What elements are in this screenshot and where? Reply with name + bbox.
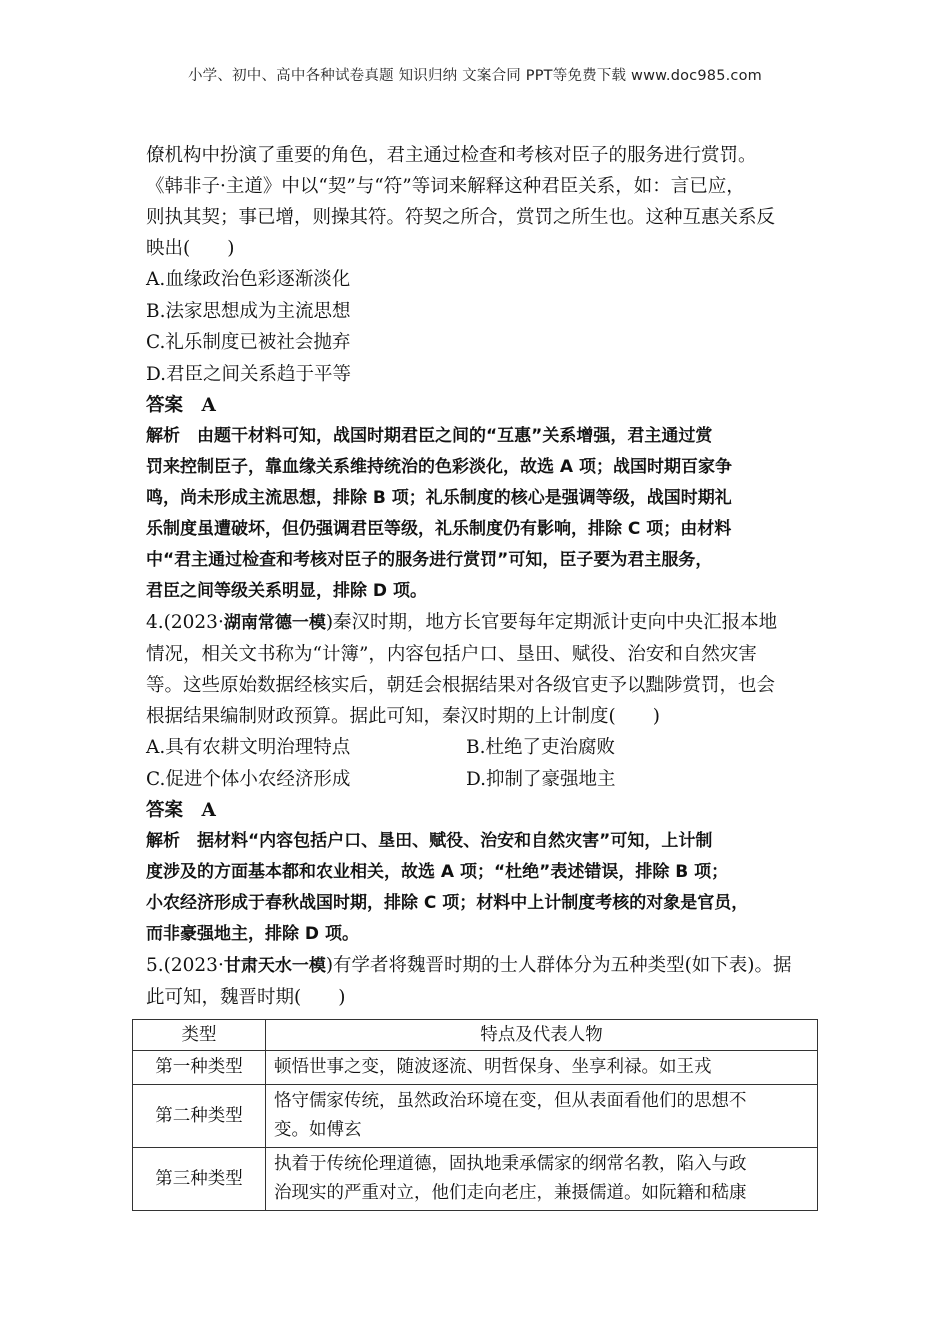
q3-answer: 答案 A [146, 395, 216, 416]
q4-options-row [146, 732, 826, 764]
table-cell-desc [266, 1148, 818, 1211]
page-content [146, 140, 826, 1013]
table-cell-type: 第三种类型 [133, 1148, 266, 1211]
scholar-types-table [132, 1019, 818, 1211]
q4-options-row [146, 764, 826, 796]
q4-analysis-line: 解析 据材料“内容包括户口、垦田、赋役、治安和自然灾害”可知，上计制 [146, 831, 713, 851]
q4-stem-line: 等。这些原始数据经核实后，朝廷会根据结果对各级官吏予以黜陟赏罚，也会 [146, 675, 776, 696]
q4-answer: 答案 A [146, 800, 216, 821]
table-cell-desc-line: 执着于传统伦理道德，固执地秉承儒家的纲常名教，陷入与政 [274, 1154, 747, 1174]
q4-option-d: D.抑制了豪强地主 [466, 768, 616, 790]
q3-analysis-line: 中“君主通过检查和考核对臣子的服务进行赏罚”可知，臣子要为君主服务， [146, 550, 713, 570]
q4-number: 4.(2023· [146, 612, 224, 633]
q5-source: 甘肃天水一模 [223, 956, 326, 976]
table-cell-type: 第一种类型 [133, 1051, 266, 1085]
table-header-row [133, 1020, 818, 1051]
q3-options [146, 264, 826, 390]
q3-option-d: D.君臣之间关系趋于平等 [146, 363, 352, 385]
q4-analysis-line: 小农经济形成于春秋战国时期，排除 C 项；材料中上计制度考核的对象是官员， [146, 893, 749, 913]
q4-stem-first-line [146, 607, 826, 639]
q3-analysis-line: 乐制度虽遭破坏，但仍强调君臣等级，礼乐制度仍有影响，排除 C 项；由材料 [146, 519, 732, 539]
q4-stem-first: )秦汉时期，地方长官要每年定期派计吏向中央汇报本地 [325, 612, 778, 633]
table-cell-desc [266, 1051, 818, 1085]
q3-option-c: C.礼乐制度已被社会抛弃 [146, 332, 351, 353]
q3-stem [146, 140, 826, 264]
q3-stem-line: 《韩非子·主道》中以“契”与“符”等词来解释这种君臣关系，如：言已应， [146, 176, 745, 197]
q5-number: 5.(2023· [146, 955, 224, 976]
table-cell-type: 第二种类型 [133, 1085, 266, 1148]
q4-source: 湖南常德一模 [223, 613, 326, 633]
q4-analysis [146, 826, 826, 950]
q3-stem-line: 则执其契；事已增，则操其符。符契之所合，赏罚之所生也。这种互惠关系反 [146, 207, 776, 228]
table-cell-desc-line: 顿悟世事之变，随波逐流、明哲保身、坐享利禄。如王戎 [274, 1057, 712, 1077]
q3-analysis-line: 君臣之间等级关系明显，排除 D 项。 [146, 581, 427, 601]
table-cell-desc [266, 1085, 818, 1148]
table-cell-desc-line: 变。如傅玄 [274, 1120, 362, 1140]
q3-option-b: B.法家思想成为主流思想 [146, 300, 351, 322]
table-cell-desc-line: 治现实的严重对立，他们走向老庄，兼摄儒道。如阮籍和嵇康 [274, 1183, 747, 1203]
q4-analysis-line: 度涉及的方面基本都和农业相关，故选 A 项；“杜绝”表述错误，排除 B 项； [146, 862, 729, 882]
q5-stem-line: 此可知，魏晋时期( ) [146, 987, 346, 1008]
page-header: 小学、初中、高中各种试卷真题 知识归纳 文案合同 PPT等免费下载 www.doc985.com [187, 68, 763, 84]
q4-option-a: A.具有农耕文明治理特点 [146, 737, 351, 758]
q3-analysis-line: 鸣，尚未形成主流思想，排除 B 项；礼乐制度的核心是强调等级，战国时期礼 [146, 488, 732, 508]
table-header-desc: 特点及代表人物 [266, 1020, 818, 1051]
q5-stem-first-line [146, 950, 826, 982]
q5-stem-first: )有学者将魏晋时期的士人群体分为五种类型(如下表)。据 [325, 955, 792, 976]
q4-analysis-line: 而非豪强地主，排除 D 项。 [146, 924, 359, 944]
table-row [133, 1085, 818, 1148]
q4-stem-line: 情况，相关文书称为“计簿”，内容包括户口、垦田、赋役、治安和自然灾害 [146, 644, 757, 665]
q3-analysis-line: 解析 由题干材料可知，战国时期君臣之间的“互惠”关系增强，君主通过赏 [146, 426, 713, 446]
q4-option-b: B.杜绝了吏治腐败 [466, 737, 615, 758]
table-cell-desc-line: 恪守儒家传统，虽然政治环境在变，但从表面看他们的思想不 [274, 1091, 747, 1111]
q4-stem-line: 根据结果编制财政预算。据此可知，秦汉时期的上计制度( ) [146, 706, 660, 727]
table-row [133, 1051, 818, 1085]
q4-option-c: C.促进个体小农经济形成 [146, 768, 351, 790]
table-row [133, 1148, 818, 1211]
q3-option-a: A.血缘政治色彩逐渐淡化 [146, 269, 351, 290]
table-header-type: 类型 [133, 1020, 266, 1051]
q3-analysis-line: 罚来控制臣子，靠血缘关系维持统治的色彩淡化，故选 A 项；战国时期百家争 [146, 457, 732, 477]
q3-stem-line: 僚机构中扮演了重要的角色，君主通过检查和考核对臣子的服务进行赏罚。 [146, 145, 757, 166]
q3-stem-line: 映出( ) [146, 238, 235, 259]
q3-analysis [146, 421, 826, 607]
